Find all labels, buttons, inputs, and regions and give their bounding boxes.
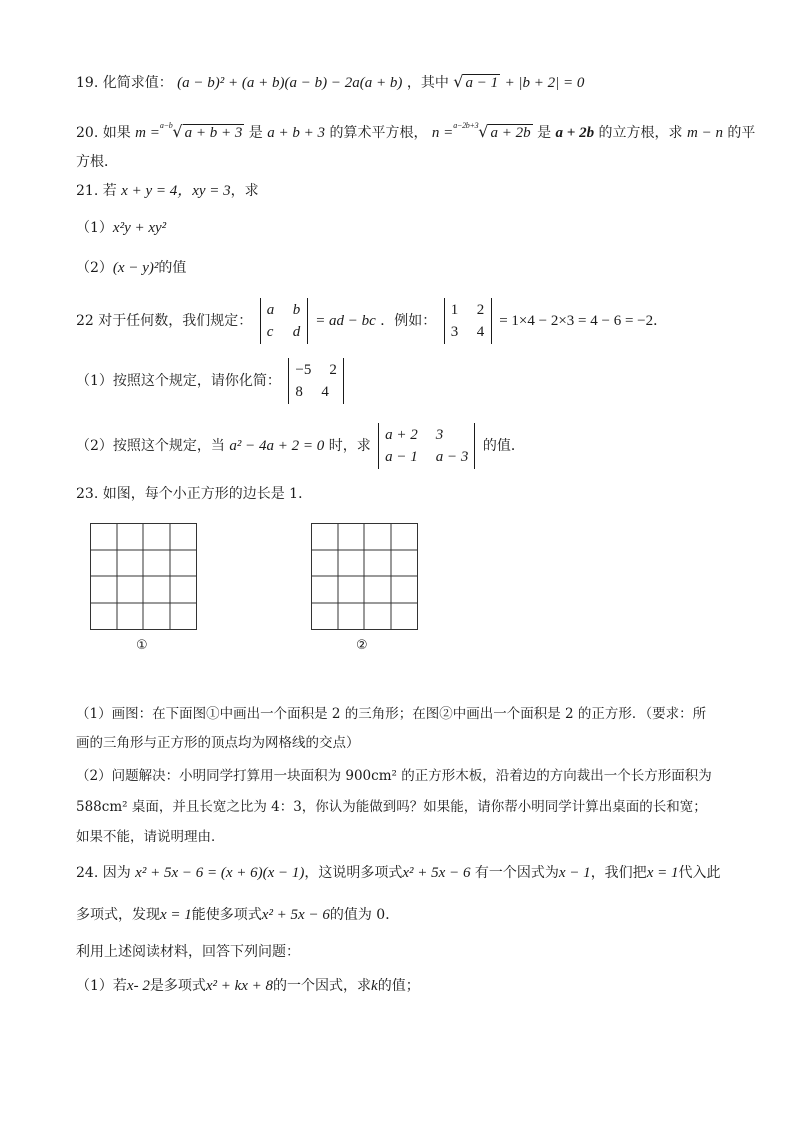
fig2-label: ② (356, 638, 368, 653)
q20-t5: 是 (537, 125, 552, 141)
q20-t3: a + b + 3 (267, 125, 325, 141)
q24-p1-e2: x² + kx + 8 (205, 978, 274, 994)
q24-p1-e3: k (371, 978, 378, 994)
q23-p1-a: （1）画图：在下面图①中画出一个面积是 2 的三角形；在图②中画出一个面积是 2 的正方形．（要求：所 (76, 706, 707, 722)
determinant-part1: −5 2 8 4 (288, 358, 344, 404)
q19-expression: (a − b)² + (a + b)(a − b) − 2a(a + b) (177, 75, 403, 91)
q20-line2: 方根． (76, 154, 118, 170)
q22-p2-cond: a² − 4a + 2 = 0 (229, 438, 325, 454)
q20-t9: 的平 (727, 125, 756, 141)
q21-part1 (76, 218, 166, 238)
q20-n-index: a−2b+3 (453, 121, 479, 130)
q19-mid: ，其中 (406, 75, 449, 91)
q20-t7: 的立方根，求 (598, 125, 683, 141)
q22-p2-text: （2）按照这个规定，当 (76, 438, 225, 454)
question-19 (76, 72, 584, 93)
q23-p2-a: （2）问题解决：小明同学打算用一块面积为 900cm² 的正方形木板，沿着边的方向裁出一个长方形面积为 (76, 768, 712, 784)
q24-p1-e1: x- 2 (126, 978, 150, 994)
q21-t1: 若 (102, 183, 117, 199)
determinant-part2: a + 2 3 a − 1 a − 3 (378, 423, 475, 469)
q21-p2-expr: (x − y)² (112, 260, 159, 276)
q21-p2-tail: 的值 (158, 260, 187, 276)
q24-l2-c: 的值为 0． (329, 907, 400, 923)
q22-t5: ． (653, 313, 668, 329)
q22-p2-mid: 时，求 (328, 438, 371, 454)
question-20 (76, 116, 755, 143)
q22-number: 22 (76, 313, 94, 329)
q24-part1 (76, 976, 420, 996)
q23-p2-b: 588cm² 桌面，并且长宽之比为 4：3，你认为能做到吗？如果能，请你帮小明同学计算出桌面的长和宽； (76, 799, 707, 815)
q21-p1-num: （1） (76, 220, 113, 236)
q24-p1-b: 是多项式 (149, 978, 206, 994)
grid-figure-2 (311, 523, 419, 631)
q24-e3: x − 1 (558, 865, 591, 881)
q22-t4: = 1×4 − 2×3 = 4 − 6 = −2 (499, 313, 654, 329)
q20-m-eq: m = (135, 125, 160, 141)
fig1-label: ① (136, 638, 148, 653)
q22-part2 (76, 423, 525, 469)
q24-t5: 代入此 (678, 865, 721, 881)
q19-cond-rest: + |b + 2| = 0 (504, 75, 585, 91)
q22-p1-text: （1）按照这个规定，请你化简： (76, 373, 281, 389)
q24-l2-e2: x² + 5x − 6 (261, 907, 330, 923)
q24-t4: ，我们把 (590, 865, 647, 881)
q24-p1-d: 的值； (377, 978, 420, 994)
q20-t6: a + 2b (555, 125, 595, 141)
q21-p1-expr: x²y + xy² (112, 220, 167, 236)
q24-e2: x² + 5x − 6 (402, 865, 471, 881)
determinant-definition: a b c d (260, 298, 308, 344)
q19-number: 19. (76, 75, 99, 91)
q24-p1-a: （1）若 (76, 978, 127, 994)
q20-number: 20. (76, 125, 99, 141)
q22-t1: 对于任何数，我们规定： (98, 313, 253, 329)
question-21 (76, 181, 259, 201)
question-24 (76, 863, 720, 883)
q24-l2-e1: x = 1 (160, 907, 192, 923)
q21-number: 21. (76, 183, 99, 199)
q19-root: a − 1 (465, 75, 499, 91)
q24-line2 (76, 905, 399, 925)
q20-t2: 是 (248, 125, 263, 141)
q22-t3: ．例如： (380, 313, 437, 329)
q24-t1: 因为 (102, 865, 131, 881)
sqrt-icon: √ (453, 72, 464, 91)
root-icon: √ (478, 122, 489, 141)
determinant-example: 1 2 3 4 (444, 298, 492, 344)
q24-number: 24. (76, 865, 99, 881)
q21-part2 (76, 258, 186, 278)
q21-t2: ，求 (230, 183, 259, 199)
q24-l2-b: 能使多项式 (191, 907, 262, 923)
q20-m-root: a + b + 3 (184, 125, 243, 141)
q20-t8: m − n (686, 125, 723, 141)
q23-p2-c: 如果不能，请说明理由． (76, 829, 225, 845)
q20-n-root: a + 2b (490, 125, 531, 141)
q22-t2: = ad − bc (315, 313, 376, 329)
root-icon: √ (172, 122, 183, 141)
q24-t2: ，这说明多项式 (304, 865, 403, 881)
q20-t4: 的算术平方根， (329, 125, 428, 141)
grid-figure-1 (90, 523, 198, 631)
q24-p1-c: 的一个因式，求 (273, 978, 372, 994)
q23-intro: 23. 如图，每个小正方形的边长是 1． (76, 486, 313, 502)
q19-prefix: 化简求值： (102, 75, 173, 91)
q24-e1: x² + 5x − 6 = (x + 6)(x − 1) (135, 865, 305, 881)
q20-m-index: a−b (159, 121, 173, 130)
q24-e4: x = 1 (646, 865, 679, 881)
q22-p2-tail: 的值． (482, 438, 525, 454)
q20-t1: 如果 (102, 125, 131, 141)
q23-p1-b: 画的三角形与正方形的顶点均为网格线的交点） (76, 735, 360, 751)
q24-t3: 有一个因式为 (474, 865, 559, 881)
q24-l2-a: 多项式，发现 (76, 907, 160, 923)
q21-cond: x + y = 4，xy = 3 (121, 183, 231, 199)
q24-read: 利用上述阅读材料，回答下列问题： (76, 944, 300, 960)
q22-part1 (76, 358, 347, 404)
q20-n-eq: n = (431, 125, 454, 141)
question-22 (76, 298, 667, 344)
q21-p2-num: （2） (76, 260, 113, 276)
